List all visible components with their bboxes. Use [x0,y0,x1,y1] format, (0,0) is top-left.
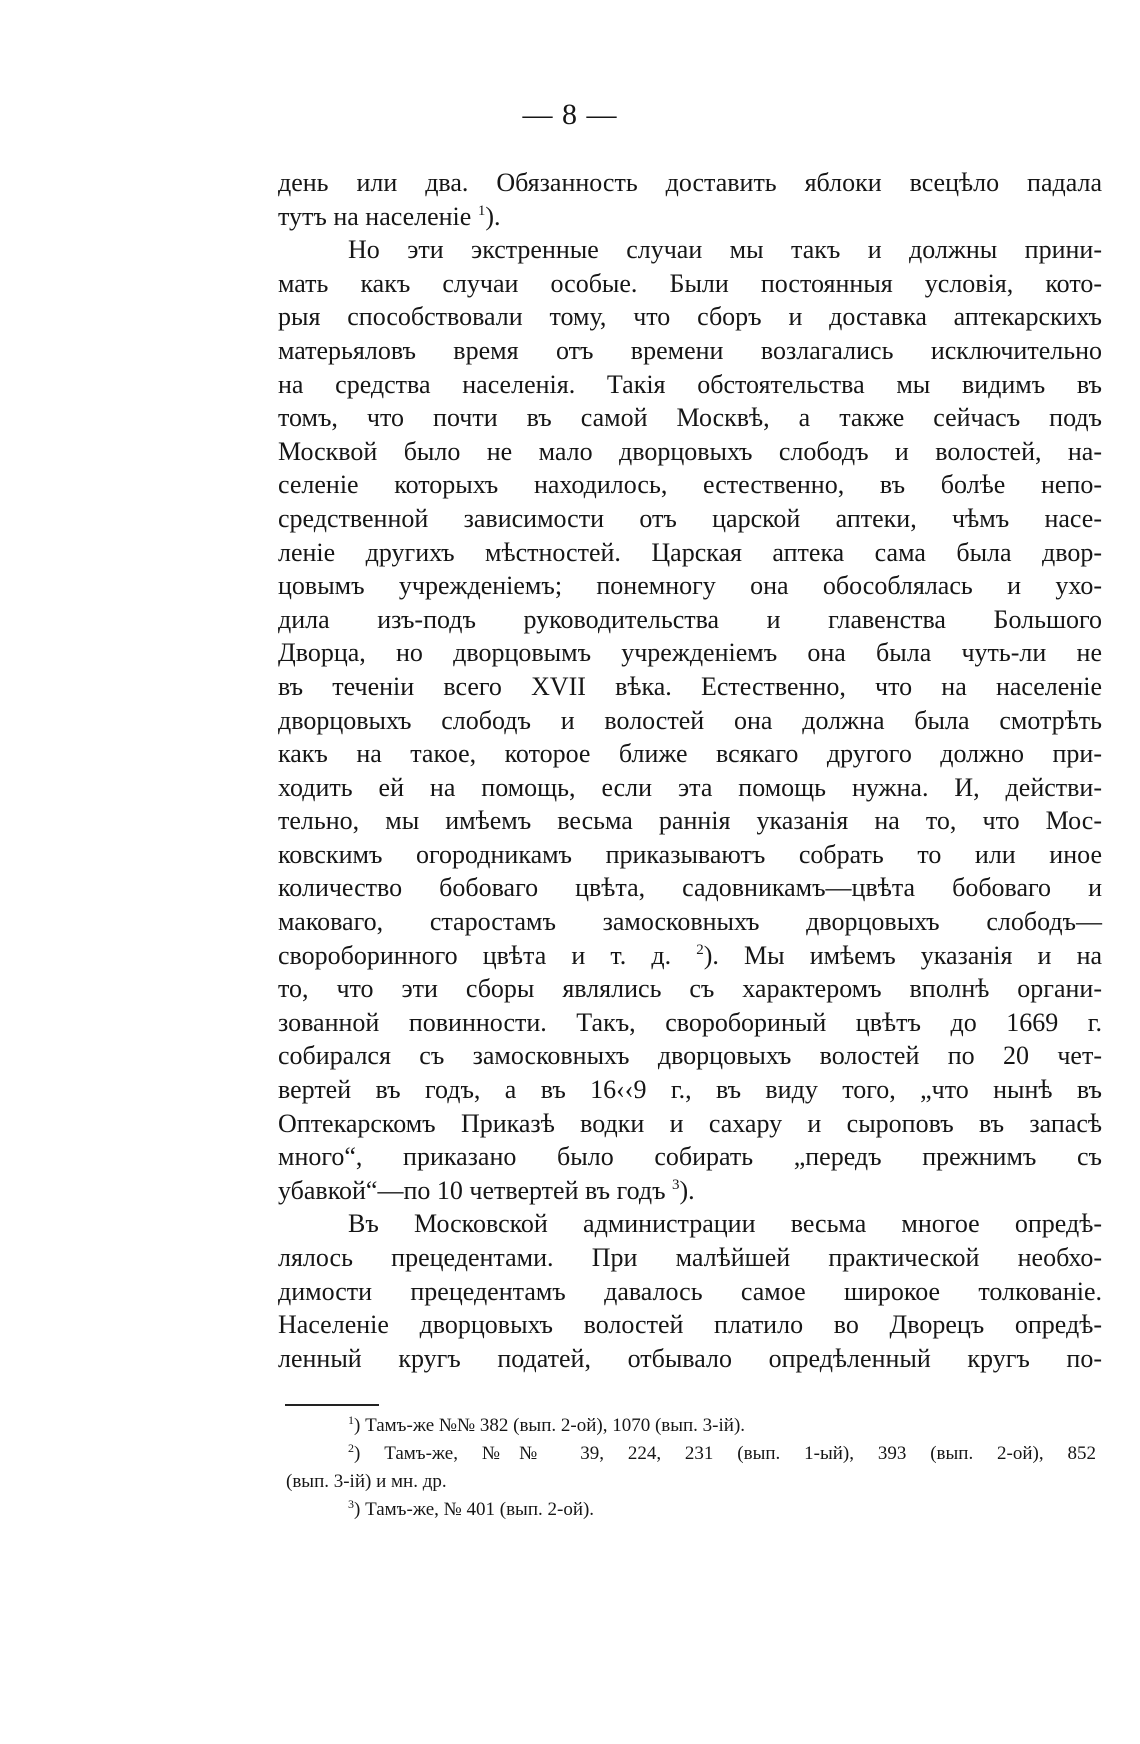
footnote-ref-closer: ). [703,940,719,970]
text-line: лялось прецедентами. При малѣйшей практической необхо- [278,1243,1102,1272]
page-number: — 8 — [522,98,618,131]
footnote-text: ) Тамъ-же №№ 382 (вып. 2-ой), 1070 (вып. 3-ій). [354,1415,746,1436]
footnote-text: ) Тамъ-же, №№ 39, 224, 231 (вып. 1-ый), 393 (вып. 2-ой), 852 [354,1443,1096,1464]
text-line: селеніе которыхъ находилось, естественно, въ болѣе непо- [278,470,1102,500]
text-line: количество бобоваго цвѣта, садовникамъ—цвѣта бобоваго и [278,873,1102,903]
text-line: рыя способствовали тому, что сборъ и доставка аптекарскихъ [278,302,1102,332]
footnote-text: ) Тамъ-же, № 401 (вып. 2-ой). [354,1499,595,1520]
text-line [278,1174,1102,1208]
footnotes [286,1412,1096,1524]
footnote-ref: 1 [477,202,486,219]
text-line: зованной повинности. Такъ, своробориный цвѣтъ до 1669 г. [278,1007,1102,1037]
text-line: дворцовыхъ слободъ и волостей она должна была смотрѣть [278,705,1102,735]
text-line: томъ, что почти въ самой Москвѣ, а также сейчасъ подъ [278,403,1102,433]
text-line: средственной зависимости отъ царской аптеки, чѣмъ насе- [278,503,1102,533]
text-line: Въ Московской администрации весьма многое опредѣ- [348,1209,1102,1239]
footnote [286,1496,1096,1524]
text-line: леніе другихъ мѣстностей. Царская аптека сама была двор- [278,537,1102,567]
text-line [278,200,1102,234]
text-line: матерьяловъ время отъ времени возлагались исключительно [278,335,1102,365]
text-line-content: свороборинного цвѣта и т. д. [278,940,672,970]
text-line: мать какъ случаи особые. Были постоянныя условія, кото- [278,268,1102,298]
text-line: ковскимъ огородникамъ приказываютъ собрать то или иное [278,839,1102,869]
footnote-continuation: (вып. 3-ій) и мн. др. [286,1471,447,1492]
body-text [278,166,1102,1375]
text-line-content: убавкой“—по 10 четвертей въ годъ [278,1175,666,1205]
footnote-mark: 3 [348,1497,354,1511]
footnote [286,1440,1096,1468]
text-line: въ теченіи всего XVII вѣка. Естественно, что на населеніе [278,671,1102,701]
text-line: то, что эти сборы являлись съ характеромъ вполнѣ органи- [278,974,1102,1004]
text-line: маковаго, старостамъ замосковныхъ дворцовыхъ слободъ— [278,907,1102,937]
text-line: собирался съ замосковныхъ дворцовыхъ волостей по 20 чет- [278,1041,1102,1071]
text-line [278,939,1102,973]
text-line: вертей въ годъ, а въ 16‹‹9 г., въ виду того, „что нынѣ въ [278,1075,1102,1105]
text-line: на средства населенія. Такія обстоятельства мы видимъ въ [278,369,1102,399]
footnote-ref: 2 [696,941,704,958]
text-line-content: Мы имѣемъ указанія и на [744,940,1103,970]
footnote-mark: 2 [348,1441,354,1455]
footnote-mark: 1 [348,1413,354,1427]
text-line: какъ на такое, которое ближе всякаго другого должно при- [278,739,1102,769]
text-line: Дворца, но дворцовымъ учрежденіемъ она была чуть-ли не [278,638,1102,668]
text-line: ходить ей на помощь, если эта помощь нужна. И, действи- [278,772,1102,802]
text-line: дила изъ-подъ руководительства и главенства Большого [278,604,1102,634]
text-line: цовымъ учрежденіемъ; понемногу она обособлялась и ухо- [278,571,1102,601]
footnote [286,1412,1096,1440]
text-line: ленный кругъ податей, отбывало опредѣленный кругъ по- [278,1343,1102,1373]
text-line: Населеніе дворцовыхъ волостей платило во Дворецъ опредѣ- [278,1310,1102,1340]
footnote-ref-closer: ). [679,1175,695,1205]
text-line: много“, приказано было собирать „передъ прежнимъ съ [278,1142,1102,1172]
text-line: Москвой было не мало дворцовыхъ слободъ и волостей, на- [278,436,1102,466]
text-line: тельно, мы имѣемъ весьма раннія указанія на то, что Мос- [278,806,1102,836]
text-line: день или два. Обязанность доставить яблоки всецѣло падала [278,168,1102,197]
text-line-content: тутъ на населеніе [278,201,472,231]
text-line: Оптекарскомъ Приказѣ водки и сахару и сыроповъ въ запасѣ [278,1108,1102,1138]
footnote-divider [285,1404,379,1406]
text-line: Но эти экстренные случаи мы такъ и должны прини- [348,235,1102,265]
footnote-ref-closer: ). [485,201,501,231]
footnote-ref: 3 [672,1176,680,1193]
text-line: димости прецедентамъ давалось самое широкое толкованіе. [278,1276,1102,1306]
